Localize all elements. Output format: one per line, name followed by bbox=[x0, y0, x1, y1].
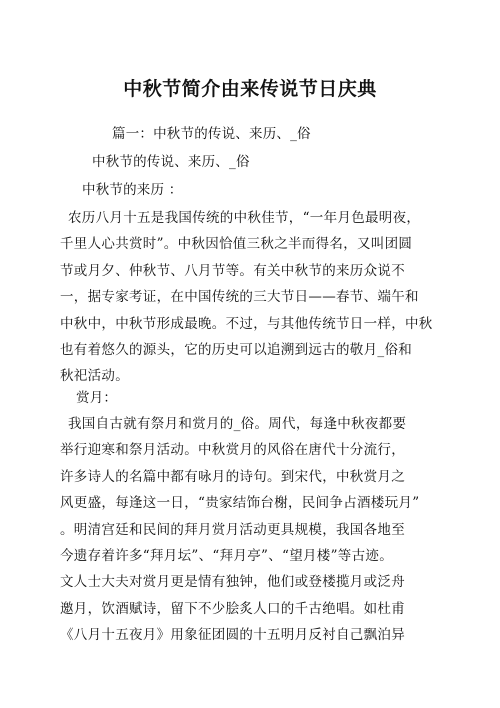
origin-paragraph-line: 秋祀活动。 bbox=[60, 368, 129, 385]
origin-paragraph-line: 节或月夕、仲秋节、八月节等。有关中秋节的来历众说不 bbox=[60, 262, 405, 279]
origin-paragraph-line: 也有着悠久的源头，它的历史可以追溯到远古的敬月_俗和 bbox=[60, 341, 413, 358]
moon-paragraph-line: 邀月，饮酒赋诗，留下不少脍炙人口的千古绝唱。如杜甫 bbox=[60, 600, 405, 617]
moon-label: 赏月： bbox=[76, 390, 118, 406]
origin-paragraph-line: 中秋中，中秋节形成最晚。不过，与其他传统节日一样，中秋 bbox=[60, 315, 433, 332]
moon-paragraph-line: 我国自古就有祭月和赏月的_俗。周代，每逢中秋夜都要 bbox=[68, 416, 407, 432]
subheading: 中秋节的传说、来历、_俗 bbox=[92, 154, 250, 170]
moon-paragraph-line: 许多诗人的名篇中都有咏月的诗句。到宋代，中秋赏月之 bbox=[60, 468, 405, 485]
document-title: 中秋节简介由来传说节日庆典 bbox=[123, 78, 377, 100]
moon-paragraph bbox=[60, 411, 452, 649]
moon-paragraph-line: 文人士大夫对赏月更是情有独钟，他们或登楼揽月或泛舟 bbox=[60, 574, 405, 591]
moon-paragraph-line: 举行迎寒和祭月活动。中秋赏月的风俗在唐代十分流行， bbox=[60, 442, 405, 459]
moon-paragraph-line: 今遗存着许多“拜月坛”、“拜月亭”、“望月楼”等古迹。 bbox=[60, 547, 394, 564]
origin-paragraph bbox=[60, 205, 452, 390]
section-heading: 篇一：中秋节的传说、来历、_俗 bbox=[112, 126, 311, 142]
moon-paragraph-line: 《八月十五夜月》用象征团圆的十五明月反衬自己飘泊异 bbox=[60, 627, 405, 644]
origin-paragraph-line: 一，据专家考证，在中国传统的三大节日——春节、端午和 bbox=[60, 289, 419, 306]
moon-paragraph-line: 风更盛，每逢这一日，“贵家结饰台榭，民间争占酒楼玩月” bbox=[60, 495, 420, 512]
moon-paragraph-line: 。明清宫廷和民间的拜月赏月活动更具规模，我国各地至 bbox=[60, 521, 405, 538]
origin-paragraph-line: 农历八月十五是我国传统的中秋佳节，“一年月色最明夜， bbox=[68, 210, 421, 226]
origin-paragraph-line: 千里人心共赏时”。中秋因恰值三秋之半而得名，又叫团圆 bbox=[60, 236, 413, 253]
origin-label: 中秋节的来历 ： bbox=[82, 182, 183, 198]
